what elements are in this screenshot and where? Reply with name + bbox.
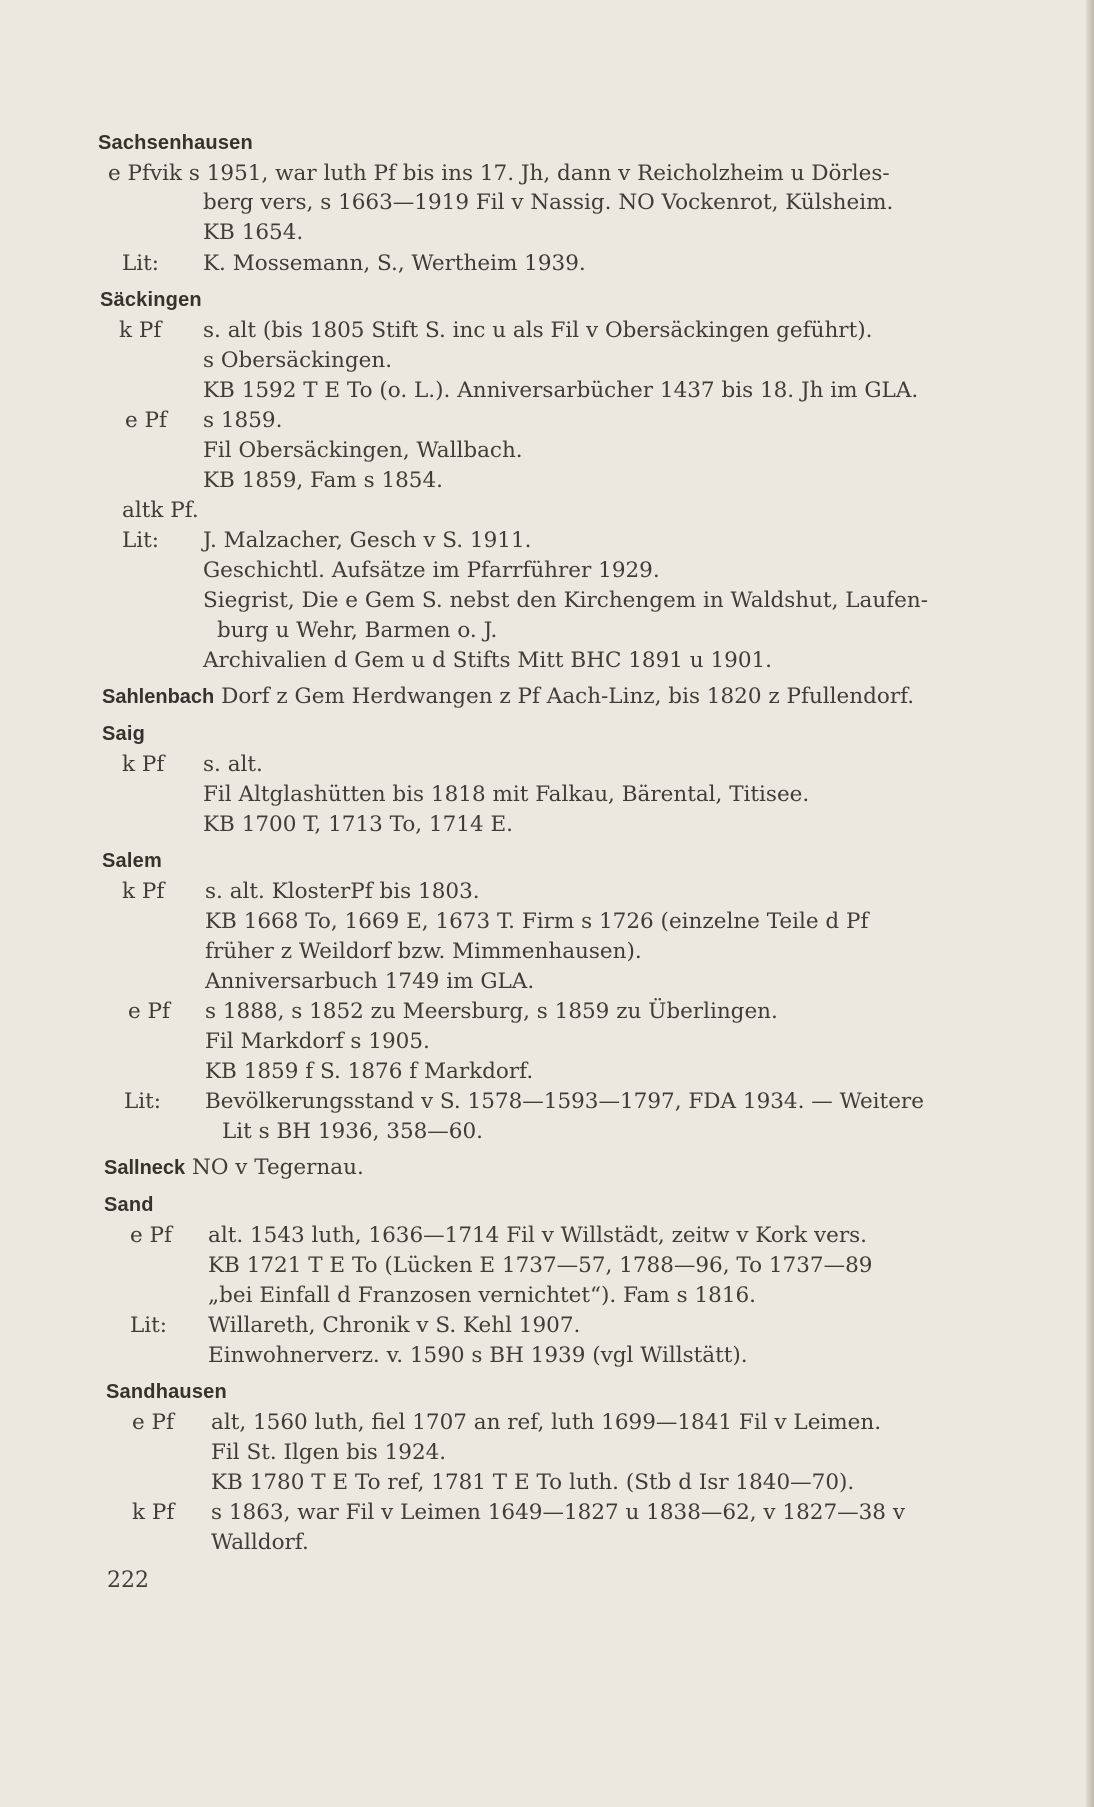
lit-text: Einwohnerverz. v. 1590 s BH 1939 (vgl Willstätt). (208, 1343, 748, 1368)
entry-line: KB 1668 To, 1669 E, 1673 T. Firm s 1726 (einzelne Teile d Pf (205, 909, 869, 934)
entry-line: s 1859. (203, 408, 283, 433)
entry-sahlenbach (102, 682, 914, 713)
entry-line: alt. 1543 luth, 1636—1714 Fil v Willstädt, zeitw v Kork vers. (208, 1223, 867, 1248)
lit-text: J. Malzacher, Gesch v S. 1911. (203, 528, 532, 553)
entry-line: früher z Weildorf bzw. Mimmenhausen). (205, 939, 642, 964)
entry-line: Fil Altglashütten bis 1818 mit Falkau, Bärental, Titisee. (203, 782, 810, 807)
entry-title-sahlenbach: Sahlenbach (102, 686, 215, 708)
epf-label: e Pf (125, 408, 167, 433)
page-number: 222 (107, 1568, 149, 1593)
entry-line: Fil Obersäckingen, Wallbach. (203, 438, 523, 463)
entry-line: KB 1700 T, 1713 To, 1714 E. (203, 812, 514, 837)
epf-label: e Pf (130, 1223, 172, 1248)
entry-line: s. alt. (203, 752, 263, 777)
lit-text: Bevölkerungsstand v S. 1578—1593—1797, FDA 1934. — Weitere (205, 1089, 924, 1114)
kpf-label: k Pf (122, 752, 165, 777)
lit-label: Lit: (124, 1089, 162, 1114)
epf-label: e Pf (132, 1410, 174, 1435)
kpf-label: k Pf (132, 1500, 175, 1525)
entry-line: KB 1780 T E To ref, 1781 T E To luth. (Stb d Isr 1840—70). (211, 1470, 855, 1495)
entry-line: berg vers, s 1663—1919 Fil v Nassig. NO Vockenrot, Külsheim. (203, 190, 894, 215)
entry-title-sachsenhausen: Sachsenhausen (98, 132, 253, 154)
entry-text: Dorf z Gem Herdwangen z Pf Aach-Linz, bis 1820 z Pfullendorf. (221, 684, 915, 709)
entry-line: Walldorf. (211, 1530, 309, 1555)
lit-text: Archivalien d Gem u d Stifts Mitt BHC 1891 u 1901. (203, 648, 773, 673)
entry-line: KB 1721 T E To (Lücken E 1737—57, 1788—96, To 1737—89 (208, 1253, 873, 1278)
kpf-label: k Pf (122, 879, 165, 904)
entry-line: Fil St. Ilgen bis 1924. (211, 1440, 447, 1465)
lit-label: Lit: (130, 1313, 168, 1338)
entry-title-saig: Saig (102, 723, 146, 745)
entry-line: s 1863, war Fil v Leimen 1649—1827 u 1838—62, v 1827—38 v (211, 1500, 905, 1525)
lit-text: burg u Wehr, Barmen o. J. (217, 618, 498, 643)
entry-line: KB 1859 f S. 1876 f Markdorf. (205, 1059, 534, 1084)
entry-line: KB 1592 T E To (o. L.). Anniversarbücher 1437 bis 18. Jh im GLA. (203, 378, 919, 403)
lit-label: Lit: (122, 251, 160, 276)
kpf-label: k Pf (119, 318, 162, 343)
entry-title-salem: Salem (102, 850, 162, 872)
page-edge (1086, 0, 1094, 1807)
entry-line: s Obersäckingen. (203, 348, 393, 373)
entry-line: Anniversarbuch 1749 im GLA. (205, 969, 535, 994)
altk-label: altk Pf. (122, 498, 199, 523)
entry-text: NO v Tegernau. (192, 1155, 364, 1180)
epf-label: e Pf (128, 999, 170, 1024)
lit-text: Willareth, Chronik v S. Kehl 1907. (208, 1313, 581, 1338)
entry-line: „bei Einfall d Franzosen vernichtet“). Fam s 1816. (208, 1283, 757, 1308)
entry-title-sallneck: Sallneck (104, 1157, 186, 1179)
entry-line: s. alt. KlosterPf bis 1803. (205, 879, 480, 904)
entry-sallneck (104, 1153, 364, 1184)
entry-line: Fil Markdorf s 1905. (205, 1029, 430, 1054)
entry-line: alt, 1560 luth, fiel 1707 an ref, luth 1699—1841 Fil v Leimen. (211, 1410, 882, 1435)
entry-title-sandhausen: Sandhausen (106, 1381, 227, 1403)
entry-line: s. alt (bis 1805 Stift S. inc u als Fil v Obersäckingen geführt). (203, 318, 873, 343)
entry-title-sand: Sand (104, 1194, 154, 1216)
lit-text: Siegrist, Die e Gem S. nebst den Kirchengem in Waldshut, Laufen- (203, 588, 928, 613)
entry-line: KB 1859, Fam s 1854. (203, 468, 443, 493)
lit-text: Geschichtl. Aufsätze im Pfarrführer 1929. (203, 558, 660, 583)
lit-text: K. Mossemann, S., Wertheim 1939. (203, 251, 586, 276)
entry-line: e Pfvik s 1951, war luth Pf bis ins 17. Jh, dann v Reicholzheim u Dörles- (108, 161, 890, 186)
entry-line: KB 1654. (203, 220, 304, 245)
lit-label: Lit: (122, 528, 160, 553)
lit-text: Lit s BH 1936, 358—60. (222, 1119, 483, 1144)
entry-title-saeckingen: Säckingen (100, 289, 202, 311)
entry-line: s 1888, s 1852 zu Meersburg, s 1859 zu Überlingen. (205, 999, 778, 1024)
